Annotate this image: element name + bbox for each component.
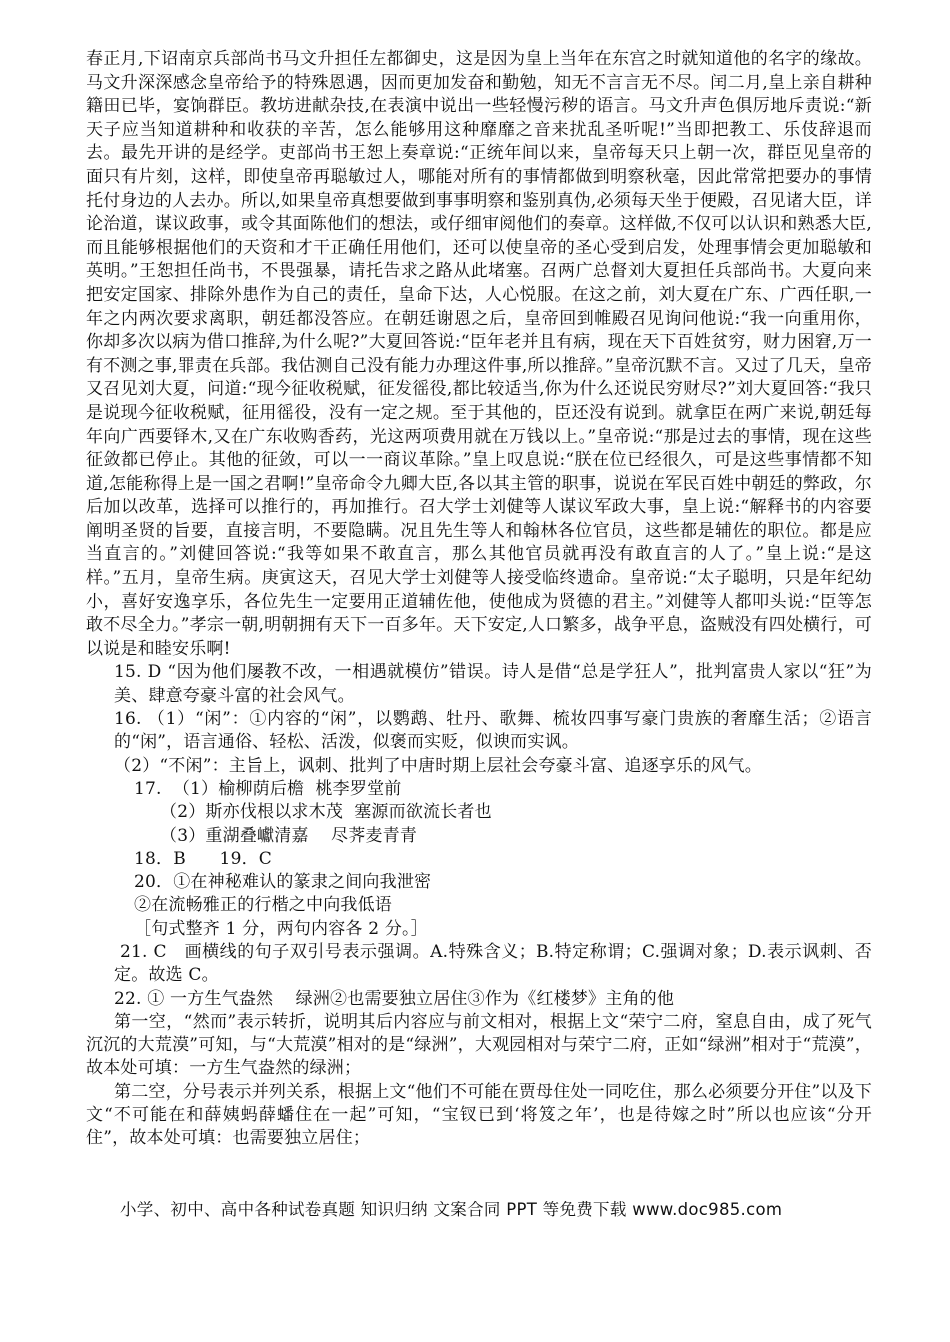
answer-20-line-2: ②在流畅雅正的行楷之中向我低语 <box>134 895 392 916</box>
translation-passage: 春正月,下诏南京兵部尚书马文升担任左都御史，这是因为皇上当年在东宫之时就知道他的名字的缘故。马文升深深感念皇帝给予的特殊恩遇，因而更加发奋和勤勉，知无不言言无不尽。闰二月,皇上亲自耕种籍田已毕，宴饷群臣。教坊进献杂技,在表演中说出一些轻慢污秽的语言。马文升声色俱厉地斥责说:“新天子应当知道耕种和收获的辛苦，怎么能够用这种靡靡之音来扰乱圣听呢!”当即把教工、乐伎辞退而去。最先开讲的是经学。吏部尚书王恕上奏章说:“正统年间以来，皇帝每天只上朝一次，群臣见皇帝的面只有片刻，这样，即使皇帝再聪敏过人，哪能对所有的事情都做到明察秋毫，因此常常把要办的事情托付身边的人去办。所以,如果皇帝真想要做到事事明察和鉴别真伪,必须每天坐于便殿，召见诸大臣，详论治道，谋议政事，或令其面陈他们的想法，或仔细审阅他们的奏章。这样做,不仅可以认识和熟悉大臣,而且能够根据他们的天资和才干正确任用他们，还可以使皇帝的圣心受到启发，处理事情会更加聪敏和英明。”王恕担任尚书，不畏强暴，请托告求之路从此堵塞。召两广总督刘大夏担任兵部尚书。大夏向来把安定国家、排除外患作为自己的责任，皇命下达，人心悦服。在这之前，刘大夏在广东、广西任职,一年之内两次要求离职，朝廷都没答应。在朝廷谢恩之后，皇帝回到帷殿召见询问他说:“我一向重用你，你却多次以病为借口推辞,为什么呢?”大夏回答说:“臣年老并且有病，现在天下百姓贫穷，财力困窘,万一有不测之事,罪责在兵部。我估测自己没有能力办理这件事,所以推辞。”皇帝沉默不言。又过了几天，皇帝又召见刘大夏，问道:“现今征收税赋，征发徭役,都比较适当,你为什么还说民穷财尽?”刘大夏回答:“我只是说现今征收税赋，征用徭役，没有一定之规。至于其他的，臣还没有说到。就拿臣在两广来说,朝廷每年向广西要铎木,又在广东收购香药，光这两项费用就在万钱以上。”皇帝说:“那是过去的事情，现在这些征敛都已停止。其他的征敛，可以一一商议革除。”皇上叹息说:“朕在位已经很久，可是这些事情都不知道,怎能称得上是一国之君啊!”皇帝命令九卿大臣,各以其主管的职事，说说在军民百姓中朝廷的弊政，尔后加以改革，选择可以推行的，再加推行。召大学士刘健等人谋议军政大事，皇上说:“解释书的内容要阐明圣贤的旨要，直接言明，不要隐瞒。况且先生等人和翰林各位官员，这些都是辅佐的职位。都是应当直言的。”刘健回答说:“我等如果不敢直言，那么其他官员就再没有敢直言的人了。”皇上说:“是这样。”五月，皇帝生病。庚寅这天，召见大学士刘健等人接受临终遗命。皇帝说:“太子聪明，只是年纪幼小，喜好安逸享乐，各位先生一定要用正道辅佐他，使他成为贤德的君主。”刘健等人都叩头说:“臣等怎敢不尽全力。”孝宗一朝,明朝拥有天下一百多年。天下安定,人口繁多，战争平息，盗贼没有四处横行，可以说是和睦安乐啊! <box>86 49 872 659</box>
answer-15: 15. D “因为他们屡教不改，一相遇就模仿”错误。诗人是借“总是学狂人”，批判富贵人家以“狂”为美、肆意夸豪斗富的社会风气。 <box>114 662 872 706</box>
answer-17-line-3: （3）重湖叠巘清嘉 尽荠麦青青 <box>160 825 418 846</box>
answer-22-explanation-1: 第一空，“然而”表示转折，说明其后内容应与前文相对，根据上文“荣宁二府，窒息自由，成了死气沉沉的大荒漠”可知，与“大荒漠”相对的是“绿洲”，大观园相对与荣宁二府，正如“绿洲”相对于“荒漠”，故本处可填：一方生气盎然的绿洲； <box>86 1011 872 1079</box>
answer-22-explanation-2: 第二空，分号表示并列关系，根据上文“他们不可能在贾母住处一同吃住，那么必须要分开住”以及下文“不可能在和薛姨蚂薛蟠住在一起”可知，“宝钗已到‘将笈之年’，也是待嫁之时”所以也应该“分开住”，故本处可填：也需要独立居住； <box>86 1081 872 1149</box>
answer-section <box>86 661 872 1150</box>
answer-16-part-1: 16. （1）“闲”：①内容的“闲”，以鹦鹉、牡丹、歌舞、梳妆四事写豪门贵族的奢靡生活；②语言的“闲”，语言通俗、轻松、活泼，似褒而实贬，似谀而实讽。 <box>114 709 872 753</box>
answer-22-heading: 22. ① 一方生气盎然 绿洲②也需要独立居住③作为《红楼梦》主角的他 <box>114 988 675 1009</box>
answer-20-scoring-note: ［句式整齐 1 分，两句内容各 2 分。］ <box>134 918 428 939</box>
page-footer-watermark: 小学、初中、高中各种试卷真题 知识归纳 文案合同 PPT 等免费下载 www.doc985.com <box>120 1200 783 1219</box>
answer-17-line-1: 17. （1）榆柳荫后檐 桃李罗堂前 <box>134 778 402 799</box>
answer-16-part-2: （2）“不闲”：主旨上，讽刺、批判了中唐时期上层社会夸豪斗富、追逐享乐的风气。 <box>114 755 762 776</box>
answer-20-line-1: 20．①在神秘难认的篆隶之间向我泄密 <box>134 872 432 893</box>
answer-21: 21. C 画横线的句子双引号表示强调。A.特殊含义；B.特定称谓；C.强调对象；D.表示讽刺、否定。故选 C。 <box>114 942 872 986</box>
answer-17-line-2: （2）斯亦伐根以求木茂 塞源而欲流长者也 <box>160 802 492 823</box>
document-page <box>86 48 872 1151</box>
answer-18-19: 18．B 19．C <box>134 848 272 869</box>
